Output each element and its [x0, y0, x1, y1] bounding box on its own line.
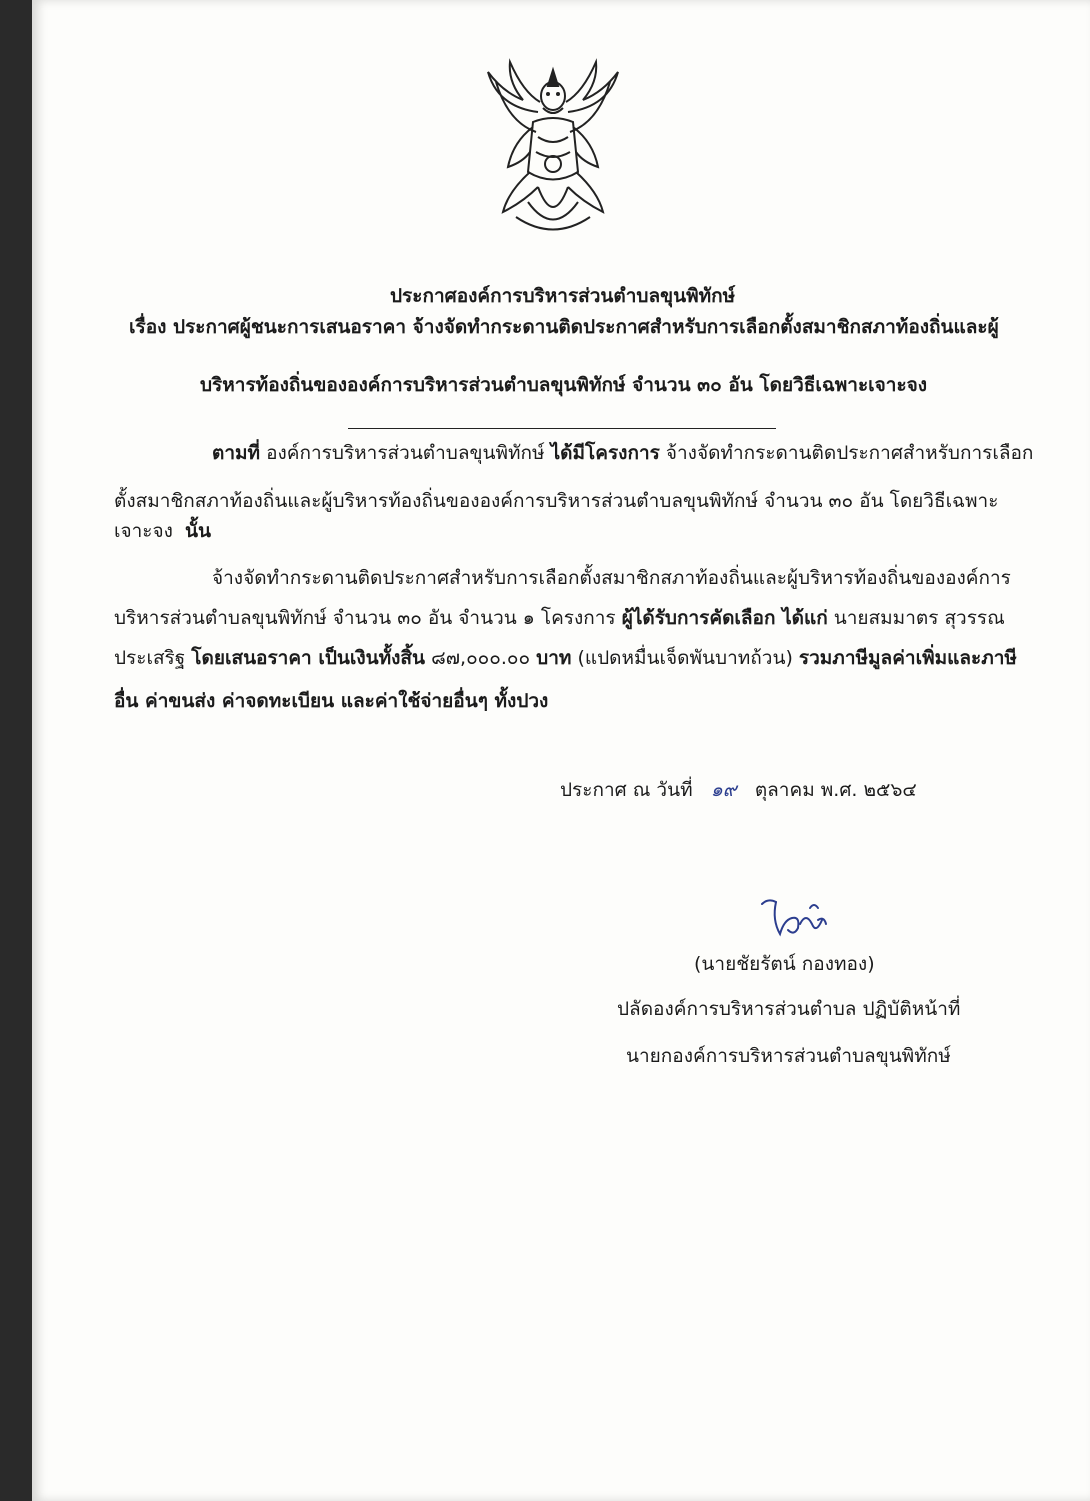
- para1-rest: จ้างจัดทำกระดานติดประกาศสำหรับการเลือก: [665, 442, 1034, 464]
- para2-line3-text: ประเสริฐ: [114, 647, 186, 669]
- date-prefix: ประกาศ ณ วันที่: [560, 779, 693, 801]
- document-page: [32, 0, 1090, 1501]
- para1-line1: [212, 440, 1033, 466]
- para2-line3-bold3: รวมภาษีมูลค่าเพิ่มและภาษี: [798, 647, 1017, 669]
- subject-label: เรื่อง: [129, 316, 167, 338]
- para1-line3-bold: นั้น: [185, 520, 211, 542]
- signatory-position-2: นายกองค์การบริหารส่วนตำบลขุนพิทักษ์: [626, 1045, 951, 1067]
- handwritten-signature: [754, 890, 834, 950]
- para2-line2-rest: นายสมมาตร สุวรรณ: [833, 607, 1005, 629]
- para1-text: องค์การบริหารส่วนตำบลขุนพิทักษ์: [266, 442, 545, 464]
- subject-text-1: ประกาศผู้ชนะการเสนอราคา จ้างจัดทำกระดานติดประกาศสำหรับการเลือกตั้งสมาชิกสภาท้องถิ่นและผู้: [173, 316, 999, 338]
- para2-line3-bold2: บาท: [536, 647, 572, 669]
- para2-line2-bold: ผู้ได้รับการคัดเลือก ได้แก่: [621, 607, 828, 629]
- para2-line3-bold1: โดยเสนอราคา เป็นเงินทั้งสิ้น: [191, 647, 426, 669]
- para2-line2-text: บริหารส่วนตำบลขุนพิทักษ์ จำนวน ๓๐ อัน จำนวน ๑ โครงการ: [114, 607, 616, 629]
- divider: [348, 428, 776, 429]
- subject-line-2: บริหารท้องถิ่นขององค์การบริหารส่วนตำบลขุนพิทักษ์ จำนวน ๓๐ อัน โดยวิธีเฉพาะเจาะจง: [200, 374, 928, 396]
- para2-amount-words: (แปดหมื่นเจ็ดพันบาทถ้วน): [577, 647, 793, 669]
- para2-line1: จ้างจัดทำกระดานติดประกาศสำหรับการเลือกตั้งสมาชิกสภาท้องถิ่นและผู้บริหารท้องถิ่นขององค์การ: [212, 567, 1011, 589]
- para2-line2: [114, 605, 1005, 631]
- para1-lead: ตามที่: [212, 442, 261, 464]
- para1-line3-text: เจาะจง: [114, 520, 173, 542]
- garuda-emblem-icon: [468, 52, 638, 242]
- date-day: ๑๙: [710, 779, 737, 801]
- subject-line-1: [129, 314, 999, 340]
- signatory-position-1: ปลัดองค์การบริหารส่วนตำบล ปฏิบัติหน้าที่: [617, 998, 961, 1020]
- para2-line4: อื่น ค่าขนส่ง ค่าจดทะเบียน และค่าใช้จ่ายอื่นๆ ทั้งปวง: [114, 690, 549, 712]
- para1-line2: ตั้งสมาชิกสภาท้องถิ่นและผู้บริหารท้องถิ่นขององค์การบริหารส่วนตำบลขุนพิทักษ์ จำนวน ๓๐ อัน โดยวิธีเฉพาะ: [114, 490, 999, 512]
- para1-bold: ได้มีโครงการ: [550, 442, 660, 464]
- signatory-name: (นายชัยรัตน์ กองทอง): [694, 953, 875, 975]
- para1-line3: [114, 518, 211, 544]
- para2-amount: ๘๗,๐๐๐.๐๐: [431, 647, 531, 669]
- para2-line3: [114, 645, 1017, 671]
- date-month-year: ตุลาคม พ.ศ. ๒๕๖๔: [754, 779, 917, 801]
- org-title: ประกาศองค์การบริหารส่วนตำบลขุนพิทักษ์: [390, 285, 736, 307]
- announcement-date: [560, 777, 917, 803]
